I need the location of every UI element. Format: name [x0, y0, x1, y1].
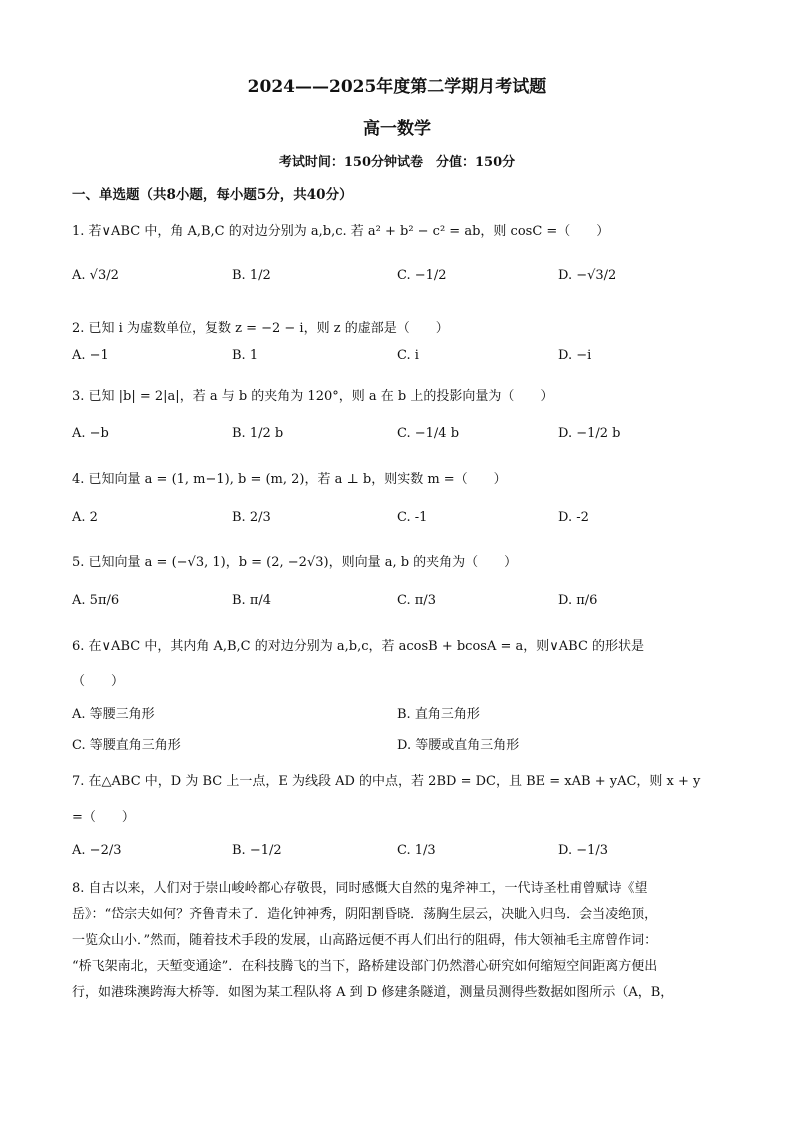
- q6-option-a: A. 等腰三角形: [72, 707, 155, 722]
- q3-option-c: C. −1/4 b: [397, 426, 460, 441]
- question-6-stem: 6. 在∨ABC 中，其内角 A,B,C 的对边分别为 a,b,c，若 acosB + bcosA = a，则∨ABC 的形状是: [72, 639, 645, 654]
- question-3-stem: 3. 已知 |b| = 2|a|，若 a 与 b 的夹角为 120°，则 a 在 b 上的投影向量为（ ）: [72, 389, 554, 404]
- q6-option-d: D. 等腰或直角三角形: [397, 738, 520, 753]
- q1-option-b: B. 1/2: [232, 268, 271, 283]
- q7-option-b: B. −1/2: [232, 843, 282, 858]
- q7-option-d: D. −1/3: [558, 843, 609, 858]
- subject-title: 高一数学: [363, 119, 431, 139]
- q2-option-c: C. i: [397, 348, 419, 363]
- question-7-stem-cont: =（ ）: [72, 810, 135, 825]
- exam-title: 2024——2025年度第二学期月考试题: [247, 77, 547, 97]
- q2-option-b: B. 1: [232, 348, 259, 363]
- exam-meta: 考试时间：150分钟试卷 分值：150分: [278, 155, 516, 170]
- q4-option-d: D. -2: [558, 510, 589, 525]
- q8-line: 8. 自古以来，人们对于崇山峻岭都心存敬畏，同时感慨大自然的鬼斧神工，一代诗圣杜甫曾赋诗《望: [72, 881, 648, 896]
- q1-option-d: D. −√3/2: [558, 268, 617, 283]
- question-8-paragraph: [72, 876, 722, 1006]
- q5-option-a: A. 5π/6: [72, 593, 120, 608]
- q6-option-b: B. 直角三角形: [397, 707, 480, 722]
- q7-option-c: C. 1/3: [397, 843, 436, 858]
- q8-line: 岳》：“岱宗夫如何？齐鲁青未了．造化钟神秀，阴阳割昏晓．荡胸生层云，决眦入归鸟．会当凌绝顶，: [72, 907, 658, 922]
- q4-option-b: B. 2/3: [232, 510, 271, 525]
- q2-option-a: A. −1: [72, 348, 109, 363]
- question-1-stem: 1. 若∨ABC 中，角 A,B,C 的对边分别为 a,b,c. 若 a² + b² − c² = ab，则 cosC =（ ）: [72, 224, 610, 239]
- q7-option-a: A. −2/3: [72, 843, 122, 858]
- q3-option-a: A. −b: [72, 426, 109, 441]
- question-4-stem: 4. 已知向量 a = (1, m−1), b = (m, 2)，若 a ⊥ b，则实数 m =（ ）: [72, 472, 507, 487]
- q3-option-d: D. −1/2 b: [558, 426, 621, 441]
- q2-option-d: D. −i: [558, 348, 592, 363]
- q5-option-b: B. π/4: [232, 593, 272, 608]
- q6-option-c: C. 等腰直角三角形: [72, 738, 181, 753]
- question-7-stem: 7. 在△ABC 中，D 为 BC 上一点，E 为线段 AD 的中点，若 2BD = DC，且 BE = xAB + yAC，则 x + y: [72, 774, 701, 789]
- q8-line: 行，如港珠澳跨海大桥等．如图为某工程队将 A 到 D 修建条隧道，测量员测得些数据如图所示（A，B，: [72, 985, 674, 1000]
- q8-line: “桥飞架南北，天堑变通途”．在科技腾飞的当下，路桥建设部门仍然潜心研究如何缩短空间距离方便出: [72, 959, 658, 974]
- q8-line: 一览众山小．”然而，随着技术手段的发展，山高路远便不再人们出行的阻碍，伟大领袖毛主席曾作词：: [72, 933, 658, 948]
- q1-option-a: A. √3/2: [72, 268, 119, 283]
- q3-option-b: B. 1/2 b: [232, 426, 284, 441]
- q1-option-c: C. −1/2: [397, 268, 447, 283]
- question-6-stem-cont: （ ）: [72, 674, 125, 689]
- section-heading: 一、单选题（共8小题，每小题5分，共40分）: [72, 187, 353, 203]
- question-2-stem: 2. 已知 i 为虚数单位，复数 z = −2 − i，则 z 的虚部是（ ）: [72, 321, 449, 336]
- q4-option-c: C. -1: [397, 510, 428, 525]
- q5-option-d: D. π/6: [558, 593, 598, 608]
- q4-option-a: A. 2: [72, 510, 98, 525]
- question-5-stem: 5. 已知向量 a = (−√3, 1)，b = (2, −2√3)，则向量 a, b 的夹角为（ ）: [72, 555, 518, 570]
- q5-option-c: C. π/3: [397, 593, 436, 608]
